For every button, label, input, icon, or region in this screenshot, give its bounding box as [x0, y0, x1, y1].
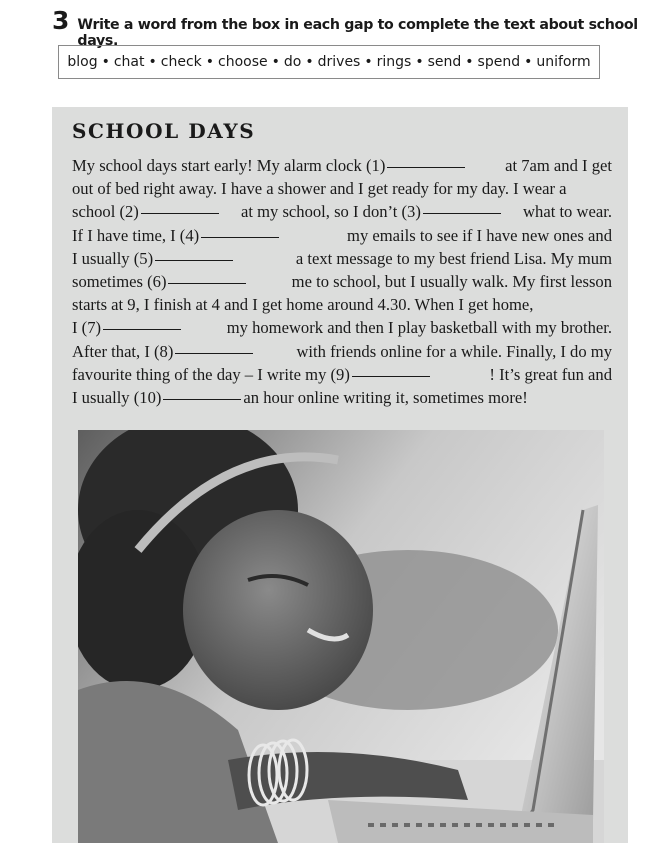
story-segment: an hour online writing it, sometimes more!	[243, 387, 528, 407]
story-segment: my emails to see if I have new ones and	[347, 225, 612, 245]
gap-2-blank[interactable]	[141, 212, 219, 214]
story-segment: I usually (5)	[72, 248, 154, 268]
word-box-item: check	[160, 54, 202, 70]
story-segment-with-gap	[72, 200, 221, 223]
word-separator: •	[364, 54, 373, 70]
word-box-item: chat	[113, 54, 145, 70]
gap-5-blank[interactable]	[155, 259, 233, 261]
word-separator: •	[101, 54, 110, 70]
story-segment-with-gap	[72, 363, 432, 386]
gap-4-blank[interactable]	[201, 236, 279, 238]
word-box-item: uniform	[536, 54, 591, 70]
word-separator: •	[271, 54, 280, 70]
word-separator: •	[524, 54, 533, 70]
story-segment: at 7am and I get	[505, 156, 612, 175]
exercise-number: 3	[52, 6, 70, 35]
word-box	[58, 45, 600, 79]
story-line	[72, 340, 612, 363]
story-segment: school (2)	[72, 202, 139, 222]
word-box-item: spend	[477, 54, 521, 70]
story-segment: I (7)	[72, 318, 102, 338]
story-text	[72, 154, 612, 409]
story-segment: My school days start early! My alarm clock (1)	[72, 156, 386, 175]
girl-with-laptop-photo	[78, 430, 604, 843]
word-separator: •	[465, 54, 474, 70]
gap-8-blank[interactable]	[175, 352, 253, 354]
word-separator: •	[148, 54, 157, 70]
story-segment: a text message to my best friend Lisa. My mum	[295, 248, 612, 268]
word-box-item: do	[283, 54, 302, 70]
word-box-item: blog	[67, 54, 98, 70]
word-box-item: choose	[218, 54, 268, 70]
photo-illustration	[78, 430, 604, 843]
story-segment: out of bed right away. I have a shower and I get ready for my day. I wear a	[72, 179, 567, 199]
story-segment: at my school, so I don’t (3)	[240, 202, 421, 222]
story-segment-with-gap	[72, 388, 243, 407]
gap-1-blank[interactable]	[387, 166, 465, 168]
story-segment-with-gap	[241, 200, 503, 223]
story-line	[72, 293, 612, 316]
story-segment-with-gap	[72, 224, 281, 247]
gap-10-blank[interactable]	[163, 398, 241, 400]
exercise-instruction: Write a word from the box in each gap to complete the text about school days.	[77, 17, 638, 49]
story-segment: If I have time, I (4)	[72, 225, 200, 245]
story-line	[72, 177, 612, 200]
word-separator: •	[305, 54, 314, 70]
story-segment: favourite thing of the day – I write my (9)	[72, 364, 350, 384]
gap-7-blank[interactable]	[103, 328, 181, 330]
story-segment-with-gap	[72, 154, 467, 177]
gap-9-blank[interactable]	[352, 375, 430, 377]
story-segment: starts at 9, I finish at 4 and I get home around 4.30. When I get home,	[72, 295, 534, 315]
story-title: SCHOOL DAYS	[72, 119, 256, 143]
word-separator: •	[415, 54, 424, 70]
story-segment-with-gap	[72, 340, 255, 363]
story-segment: my homework and then I play basketball with my brother.	[226, 318, 612, 338]
story-line	[72, 363, 612, 386]
story-line	[72, 154, 612, 177]
story-line	[72, 386, 612, 409]
story-segment: what to wear.	[523, 202, 612, 222]
word-box-item: send	[427, 54, 462, 70]
word-box-item: rings	[376, 54, 412, 70]
story-panel	[52, 107, 628, 843]
story-segment: with friends online for a while. Finally, I do my	[296, 341, 612, 361]
story-line	[72, 224, 612, 247]
story-line	[72, 316, 612, 339]
word-box-item: drives	[317, 54, 361, 70]
story-line	[72, 200, 612, 223]
gap-3-blank[interactable]	[423, 212, 501, 214]
word-separator: •	[205, 54, 215, 70]
story-segment-with-gap	[72, 270, 248, 293]
gap-6-blank[interactable]	[168, 282, 246, 284]
story-line	[72, 270, 612, 293]
story-segment: ! It’s great fun and	[489, 364, 612, 384]
story-segment-with-gap	[72, 316, 183, 339]
exercise-header	[52, 6, 671, 49]
story-line	[72, 247, 612, 270]
story-segment: After that, I (8)	[72, 341, 174, 361]
story-segment: I usually (10)	[72, 387, 162, 407]
story-segment-with-gap	[72, 247, 235, 270]
story-segment: sometimes (6)	[72, 271, 167, 291]
story-segment: me to school, but I usually walk. My first lesson	[291, 271, 612, 291]
